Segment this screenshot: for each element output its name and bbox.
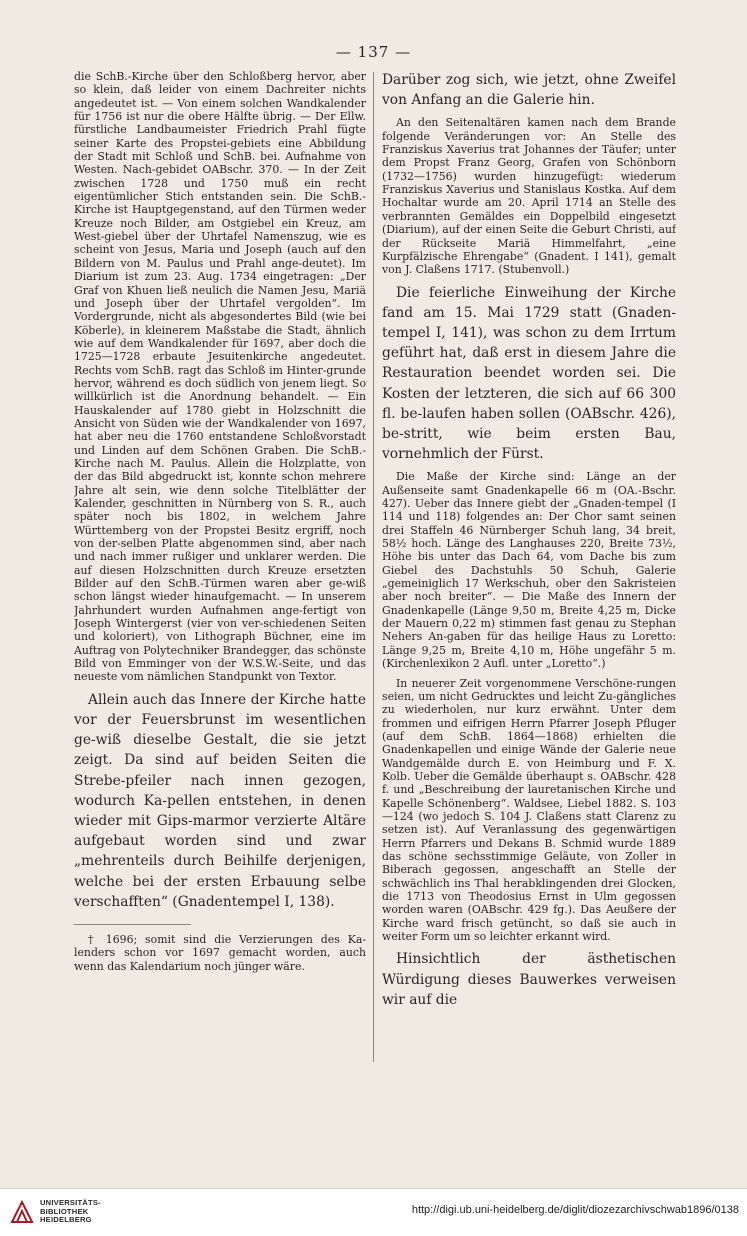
right-paragraph-1: Darüber zog sich, wie jetzt, ohne Zweifel von Anfang an die Galerie hin.: [382, 72, 676, 109]
right-paragraph-6: Hinsichtlich der ästhetischen Würdigung dieses Bauwerkes verweisen wir auf die: [382, 951, 676, 1008]
column-divider: [373, 72, 374, 1062]
right-paragraph-5: In neuerer Zeit vorgenommene Verschöne-rungen seien, um nicht Gedrucktes und leicht Zu-gängliches zu wiederholen, nur kurz erwähnt. Unter dem frommen und eifrigen Herrn Pfarrer Joseph Pfluger (auf dem SchB. 1864—1868) erhielten die Gnadenkapellen und einige Wände der Galerie neue Wandgemälde durch E. von Heimburg und F. X. Kolb. Ueber die Gemälde überhaupt s. OABschr. 428 f. und „Beschreibung der lauretanischen Kirche und Kapelle Schönenberg“. Waldsee, Liebel 1882. S. 103—124 (wo jedoch S. 104 J. Claßens statt Clarenz zu setzen ist). Auf Veranlassung des gegenwärtigen Herrn Pfarrers und Dekans B. Schmid wurde 1889 das schöne sechsstimmige Geläute, von Zoller in Biberach gegossen, angeschafft an Stelle der schwächlich ins Thal herabklingenden drei Glocken, die 1713 von Theodosius Ernst in Ulm gegossen worden waren (OABschr. 429 fg.). Das Aeußere der Kirche ward frisch getüncht, so daß sie auch in weiter Form um so leichter erkannt wird.: [382, 676, 676, 944]
permalink-url[interactable]: http://digi.ub.uni-heidelberg.de/diglit/diozezarchivschwab1896/0138: [411, 1204, 739, 1216]
right-paragraph-2: An den Seitenaltären kamen nach dem Brande folgende Veränderungen vor: An Stelle des Franziskus Xaverius trat Johannes der Täufer; unter dem Propst Franz Georg, Grafen von Schönborn (1732—1756) wurden hinzugefügt: wiederum Franziskus Xaverius und Stanislaus Kostka. Auf dem Hochaltar wurde am 20. April 1714 an Stelle des verbrannten Gemäldes ein Doppelbild eingesetzt (Diarium), auf der einen Seite die Geburt Christi, auf der Rückseite Mariä Himmelfahrt, „eine Kurpfälzische Ehrengabe“ (Gnadent. I 141), gemalt von J. Claßens 1717. (Stubenvoll.): [382, 116, 676, 277]
footnote: † 1696; somit sind die Verzierungen des Ka-lenders schon vor 1697 gemacht worden, auch wenn das Kalendarium noch jünger wäre.: [74, 933, 366, 973]
viewer-footer: [0, 1188, 747, 1236]
page-number: — 137 —: [335, 43, 412, 61]
left-column: [74, 70, 366, 1105]
right-paragraph-4: Die Maße der Kirche sind: Länge an der Außenseite samt Gnadenkapelle 66 m (OA.-Bschr. 427). Ueber das Innere giebt der „Gnaden-tempel (I 114 und 118) folgendes an: Der Chor samt seinen drei Staffeln 46 Nürnberger Schuh lang, 34 breit, 58½ hoch. Länge des Langhauses 220, Breite 73½, Höhe bis unter das Dach 64, vom Dache bis zum Giebel des Dachstuhls 50 Schuh, Galerie „gemeiniglich 17 Werkschuh, ober den Sakristeien aber noch breiter“. — Die Maße des Innern der Gnadenkapelle (Länge 9,50 m, Breite 4,25 m, Dicke der Mauern 0,22 m) stimmen fast genau zu Stephan Nehers An-gaben für das heilige Haus zu Loretto: Länge 9,25 m, Breite 4,10 m, Höhe ungefähr 5 m. (Kirchenlexikon 2 Aufl. unter „Loretto“.): [382, 470, 676, 671]
page-header: [0, 40, 747, 64]
library-name: UNIVERSITÄTS- BIBLIOTHEK HEIDELBERG: [40, 1198, 101, 1225]
left-paragraph-2: Allein auch das Innere der Kirche hatte vor der Feuersbrunst im wesentlichen ge-wiß dieselbe Gestalt, die sie jetzt zeigt. Da sind auf beiden Seiten die Strebe-pfeiler nach innen gezogen, wodurch Ka-pellen entstehen, in denen wieder mit Gips-marmor verzierte Altäre aufgebaut worden sind und zwar „mehrenteils durch Beihilfe derjenigen, welche bei der ersten Erbauung selbe verschafften“ (Gnadentempel I, 138).: [74, 691, 366, 910]
footnote-divider: [74, 924, 191, 925]
left-paragraph-1: die SchB.-Kirche über den Schloßberg hervor, aber so klein, daß leider von einem Dachreiter nichts angedeutet ist. — Von einem solchen Wandkalender für 1756 ist nur die obere Hälfte übrig. — Der Ellw. fürstliche Landbaumeister Friedrich Prahl fügte seiner Karte des Propstei-gebiets eine Abbildung der Stadt mit Schloß und SchB. bei. Aufnahme von Westen. Nach-gebidet OABschr. 370. — In der Zeit zwischen 1728 und 1750 muß ein recht eigentümlicher Stich entstanden sein. Die SchB.-Kirche ist Hauptgegenstand, auf den Türmen weder Kreuze noch Bilder, am Ostgiebel ein Kreuz, am West-giebel über der Uhrtafel Namenszug, wie es scheint von Jesus, Maria und Joseph (auch auf den Bildern von M. Paulus und Prahl ange-deutet). Im Diarium ist zum 23. Aug. 1734 eingetragen: „Der Graf von Khuen ließ neulich die Namen Jesu, Mariä und Joseph über der Uhrtafel vergolden“. Im Vordergrunde, nicht als abgesondertes Bild (wie bei Köberle), in kleinerem Maßstabe die Stadt, ähnlich wie auf dem Wandkalender für 1697, aber doch die 1725—1728 erbaute Jesuitenkirche angedeutet. Rechts vom SchB. ragt das Schloß im Hinter-grunde hervor, während es doch südlich von jenem liegt. So willkürlich ist die Anordnung behandelt. — Ein Hauskalender auf 1780 giebt in Holzschnitt die Ansicht von Süden wie der Wandkalender von 1697, hat aber neu die 1760 entstandene Schloßvorstadt und Linden auf dem Schönen Graben. Die SchB.-Kirche nach M. Paulus. Allein die Holzplatte, von der das Bild abgedruckt ist, konnte schon mehrere Jahre alt sein, wie denn solche Titelblätter der Kalender, geschnitten in Nürnberg von S. R., auch später noch bis 1802, in welchem Jahre Württemberg von der Propstei Besitz ergriff, noch von der-selben Platte abgenommen sind, aber nach und nach immer rußiger und unklarer werden. Die auf diesen Holzschnitten durch Kreuze ersetzten Bilder auf den SchB.-Türmen waren aber ge-wiß schon längst wieder hinaufgemacht. — In unserem Jahrhundert wurden Aufnahmen ange-fertigt von Joseph Wintergerst (vier von ver-schiedenen Seiten und koloriert), von Lithograph Büchner, eine im Auftrag von Polytechniker Brandegger, das schönste Bild von Emminger von der W.S.W.-Seite, und das neueste vom nämlichen Standpunkt von Textor.: [74, 70, 366, 684]
heidelberg-library-logo-icon[interactable]: [9, 1199, 35, 1225]
right-column: [382, 70, 676, 1140]
right-paragraph-3: Die feierliche Einweihung der Kirche fand am 15. Mai 1729 statt (Gnaden-tempel I, 141), was schon zu dem Irrtum geführt hat, daß erst in diesem Jahre die Restauration beendet worden sei. Die Kosten der letzteren, die sich auf 66 300 fl. be-laufen haben sollen (OABschr. 426), be-stritt, wie beim ersten Bau, vornehmlich der Fürst.: [382, 284, 676, 463]
